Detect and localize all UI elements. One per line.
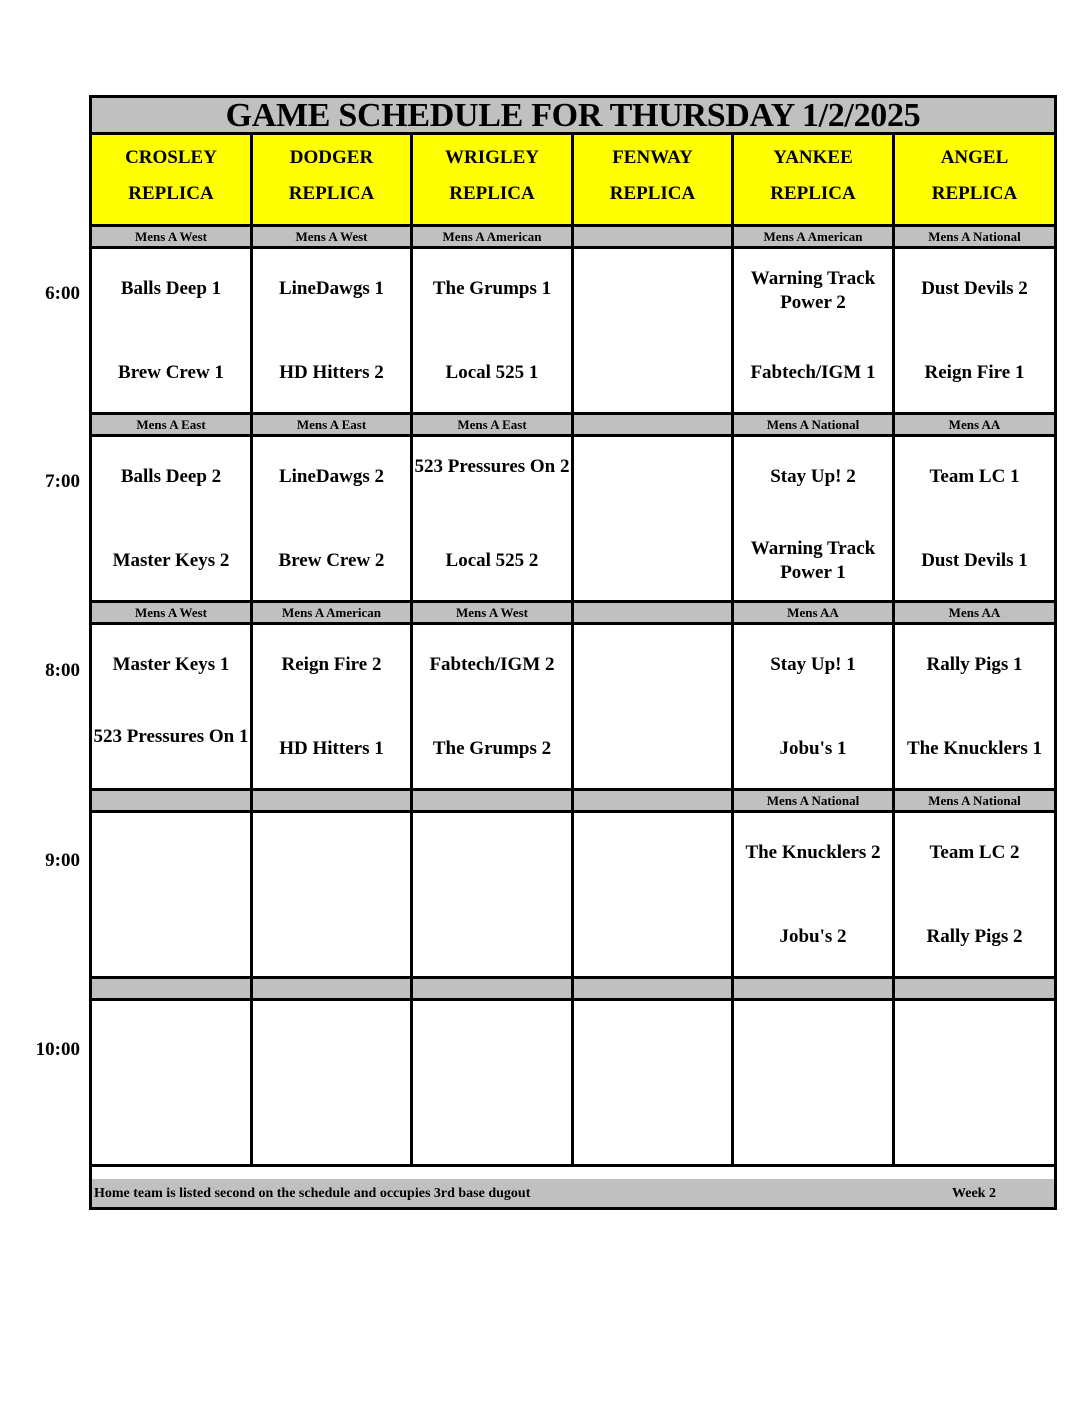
division-label: [574, 603, 734, 625]
game-row: [92, 437, 1054, 603]
home-team: Rally Pigs 2: [926, 926, 1023, 947]
division-label: [895, 979, 1054, 1001]
division-label: [253, 979, 413, 1001]
division-label: Mens A East: [92, 415, 253, 437]
field-header-wrigley: [413, 135, 574, 227]
game-cell: [734, 1001, 895, 1167]
home-team: The Grumps 2: [432, 738, 552, 759]
schedule-sheet: [89, 95, 1057, 1210]
away-team: Dust Devils 2: [921, 278, 1028, 299]
home-team: Dust Devils 1: [921, 550, 1028, 571]
away-team: Rally Pigs 1: [926, 654, 1023, 675]
division-label: [92, 791, 253, 813]
schedule-title: GAME SCHEDULE FOR THURSDAY 1/2/2025: [92, 98, 1054, 135]
game-cell: [92, 813, 253, 979]
division-label: [253, 791, 413, 813]
division-label: Mens A East: [413, 415, 574, 437]
division-label: [574, 227, 734, 249]
game-cell: [574, 625, 734, 791]
away-team: Team LC 2: [929, 842, 1020, 863]
home-team: Local 525 1: [445, 362, 539, 383]
game-cell: [92, 249, 253, 415]
week-label: Week 2: [952, 1186, 996, 1201]
game-cell: [413, 625, 574, 791]
field-name: FENWAY: [612, 147, 693, 168]
division-label: Mens A East: [253, 415, 413, 437]
division-label: Mens A National: [895, 227, 1054, 249]
field-header-crosley: [92, 135, 253, 227]
field-name: DODGER: [289, 147, 374, 168]
game-cell: [92, 625, 253, 791]
division-label: Mens A American: [253, 603, 413, 625]
home-team: Jobu's 2: [779, 926, 847, 947]
division-label: [574, 791, 734, 813]
division-label: Mens A American: [734, 227, 895, 249]
division-label: Mens A American: [413, 227, 574, 249]
game-cell: [413, 1001, 574, 1167]
game-cell: [574, 813, 734, 979]
game-row: [92, 1001, 1054, 1167]
field-sub: REPLICA: [128, 183, 214, 204]
field-header-dodger: [253, 135, 413, 227]
field-name: YANKEE: [773, 147, 853, 168]
away-team: Balls Deep 1: [120, 278, 222, 299]
away-team: 523 Pressures On 2: [414, 456, 570, 477]
division-label: [92, 979, 253, 1001]
game-cell: [92, 1001, 253, 1167]
division-label: [413, 791, 574, 813]
game-cell: [895, 1001, 1054, 1167]
time-label: 6:00: [45, 283, 80, 304]
game-cell: [413, 437, 574, 603]
game-cell: [253, 249, 413, 415]
division-label: Mens A West: [92, 603, 253, 625]
home-team: Reign Fire 1: [924, 362, 1025, 383]
division-label: Mens A National: [734, 415, 895, 437]
home-team-note: Home team is listed second on the schedule and occupies 3rd base dugout: [94, 1186, 531, 1201]
away-team: LineDawgs 2: [278, 466, 385, 487]
home-team: Brew Crew 1: [118, 362, 224, 383]
game-row: [92, 625, 1054, 791]
game-cell: [895, 813, 1054, 979]
schedule-footer: [92, 1179, 1054, 1207]
division-row: [92, 415, 1054, 437]
field-sub: REPLICA: [770, 183, 856, 204]
division-label: [734, 979, 895, 1001]
division-label: Mens AA: [734, 603, 895, 625]
division-label: Mens A West: [413, 603, 574, 625]
field-header-yankee: [734, 135, 895, 227]
field-sub: REPLICA: [609, 183, 696, 204]
field-name: CROSLEY: [125, 147, 217, 168]
game-cell: [253, 437, 413, 603]
away-team: Reign Fire 2: [281, 654, 382, 675]
away-team: Master Keys 1: [112, 654, 230, 675]
away-team: The Grumps 1: [432, 278, 552, 299]
game-cell: [734, 625, 895, 791]
division-label: [413, 979, 574, 1001]
home-team: The Knucklers 1: [906, 738, 1043, 759]
division-label: Mens AA: [895, 415, 1054, 437]
division-label: Mens A West: [92, 227, 253, 249]
away-team: Team LC 1: [929, 466, 1020, 487]
away-team: Stay Up! 1: [770, 654, 856, 675]
game-cell: [253, 1001, 413, 1167]
division-label: Mens AA: [895, 603, 1054, 625]
division-row: [92, 979, 1054, 1001]
game-cell: [734, 437, 895, 603]
game-cell: [574, 249, 734, 415]
away-team: Stay Up! 2: [770, 466, 856, 487]
game-cell: [574, 437, 734, 603]
division-label: [574, 415, 734, 437]
away-team: The Knucklers 2: [745, 842, 881, 863]
division-label: Mens A National: [734, 791, 895, 813]
field-name: ANGEL: [940, 147, 1009, 168]
game-cell: [253, 813, 413, 979]
division-label: [574, 979, 734, 1001]
game-cell: [895, 625, 1054, 791]
game-cell: [574, 1001, 734, 1167]
away-team: Warning Track Power 2: [750, 268, 876, 313]
home-team: Master Keys 2: [112, 550, 230, 571]
time-label: 8:00: [45, 660, 80, 681]
game-cell: [895, 437, 1054, 603]
game-cell: [734, 813, 895, 979]
away-team: Balls Deep 2: [120, 466, 222, 487]
field-header-fenway: [574, 135, 734, 227]
home-team: Local 525 2: [445, 550, 539, 571]
division-row: [92, 791, 1054, 813]
home-team: Warning Track Power 1: [750, 538, 876, 583]
field-name: WRIGLEY: [445, 147, 539, 168]
away-team: LineDawgs 1: [278, 278, 385, 299]
time-label: 7:00: [45, 471, 80, 492]
home-team: HD Hitters 2: [279, 362, 384, 383]
division-row: [92, 603, 1054, 625]
division-label: Mens A West: [253, 227, 413, 249]
game-cell: [92, 437, 253, 603]
home-team: Jobu's 1: [779, 738, 847, 759]
time-label: 10:00: [35, 1039, 80, 1060]
field-header-angel: [895, 135, 1054, 227]
game-cell: [413, 813, 574, 979]
field-sub: REPLICA: [449, 183, 535, 204]
away-team: Fabtech/IGM 2: [429, 654, 555, 675]
home-team: 523 Pressures On 1: [93, 726, 249, 747]
home-team: HD Hitters 1: [279, 738, 384, 759]
game-cell: [413, 249, 574, 415]
division-row: [92, 227, 1054, 249]
field-sub: REPLICA: [288, 183, 375, 204]
home-team: Fabtech/IGM 1: [750, 362, 876, 383]
field-sub: REPLICA: [931, 183, 1018, 204]
game-cell: [734, 249, 895, 415]
game-cell: [895, 249, 1054, 415]
game-row: [92, 813, 1054, 979]
field-header-row: [92, 135, 1054, 227]
game-cell: [253, 625, 413, 791]
game-row: [92, 249, 1054, 415]
home-team: Brew Crew 2: [278, 550, 385, 571]
division-label: Mens A National: [895, 791, 1054, 813]
time-label: 9:00: [45, 850, 80, 871]
